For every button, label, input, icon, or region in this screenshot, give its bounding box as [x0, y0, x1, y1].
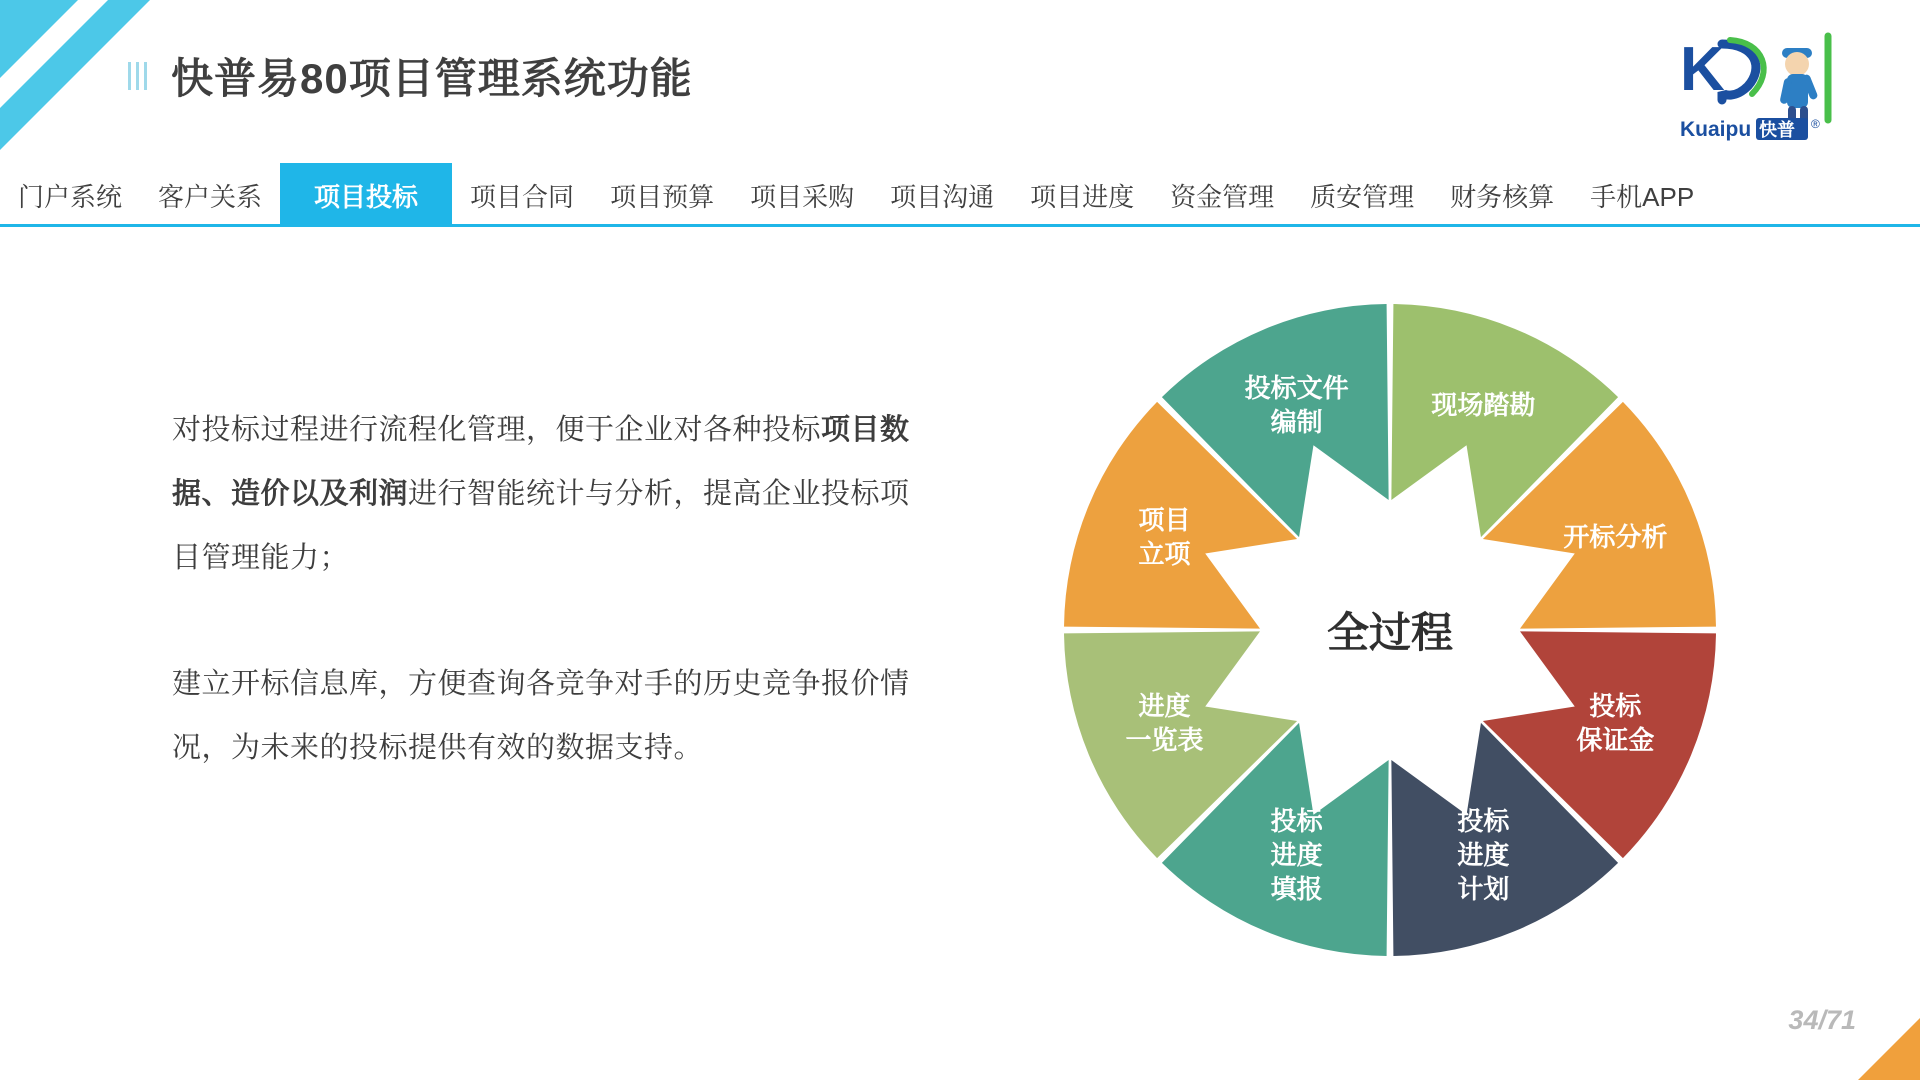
tab-label: 项目采购 — [750, 181, 855, 212]
tab-project-progress[interactable] — [1012, 163, 1152, 227]
tab-label: 项目预算 — [610, 181, 715, 212]
top-left-corner-accent — [0, 0, 78, 78]
paragraph-two: 建立开标信息库，方便查询各竞争对手的历史竞争报价情况，为未来的投标提供有效的数据支持。 — [172, 668, 910, 764]
tab-project-budget[interactable] — [592, 163, 732, 227]
svg-text:快普: 快普 — [1759, 120, 1795, 141]
body-text — [172, 398, 932, 780]
tab-portal[interactable] — [0, 163, 140, 227]
svg-text:®: ® — [1811, 117, 1820, 131]
page-number: 34/71 — [1788, 1005, 1856, 1035]
tab-project-contract[interactable] — [452, 163, 592, 227]
donut-segment-label: 投标 保证金 — [1576, 691, 1655, 756]
donut-segment-label: 现场踏勘 — [1431, 389, 1536, 420]
section-tabbar[interactable] — [0, 163, 1920, 227]
tab-label: 手机APP — [1590, 181, 1695, 212]
donut-center-label: 全过程 — [1326, 609, 1453, 656]
slide-header — [128, 46, 693, 106]
donut-segment-label: 投标文件 编制 — [1244, 372, 1349, 437]
svg-text:K: K — [1680, 35, 1725, 104]
tab-label: 项目合同 — [470, 181, 575, 212]
page-title: 快普易80项目管理系统功能 — [171, 55, 693, 102]
paragraph-one-emphasis: 项目数据、造价以及利润 — [172, 414, 910, 510]
tab-label: 门户系统 — [18, 181, 123, 212]
tab-customer-relations[interactable] — [140, 163, 280, 227]
tab-project-communication[interactable] — [872, 163, 1012, 227]
bottom-right-corner-decoration — [1858, 1018, 1920, 1080]
tab-label: 质安管理 — [1310, 181, 1415, 212]
tab-label: 客户关系 — [158, 181, 263, 212]
donut-segment-label: 进度 一览表 — [1125, 691, 1204, 756]
tab-label: 资金管理 — [1170, 181, 1275, 212]
tab-fund-management[interactable] — [1152, 163, 1292, 227]
tab-label: 项目进度 — [1030, 181, 1135, 212]
tab-label: 项目投标 — [314, 181, 419, 212]
tab-financial-accounting[interactable] — [1432, 163, 1572, 227]
donut-segment-label: 开标分析 — [1563, 521, 1668, 552]
donut-segment-label: 项目 立项 — [1138, 504, 1191, 569]
paragraph-one-part2: 进行智能统计与分析，提高企业投标项目管理能力； — [172, 478, 910, 574]
tab-mobile-app[interactable] — [1572, 163, 1712, 227]
donut-center-hole — [1264, 504, 1516, 756]
donut-segment-label: 投标 进度 计划 — [1457, 806, 1510, 905]
paragraph-one — [172, 398, 932, 590]
kuaipu-logo — [1678, 28, 1868, 148]
donut-svg — [1060, 300, 1720, 960]
tab-project-bidding[interactable] — [280, 163, 452, 227]
donut-segment-label: 投标 进度 填报 — [1270, 806, 1323, 905]
tab-project-procurement[interactable] — [732, 163, 872, 227]
tab-label: 财务核算 — [1450, 181, 1555, 212]
header-bars-icon — [128, 62, 147, 90]
svg-text:Kuaipu: Kuaipu — [1680, 118, 1752, 141]
tab-label: 项目沟通 — [890, 181, 995, 212]
process-donut-chart — [1060, 300, 1720, 960]
paragraph-one-part1: 对投标过程进行流程化管理，便于企业对各种投标 — [172, 414, 822, 446]
tab-quality-safety[interactable] — [1292, 163, 1432, 227]
